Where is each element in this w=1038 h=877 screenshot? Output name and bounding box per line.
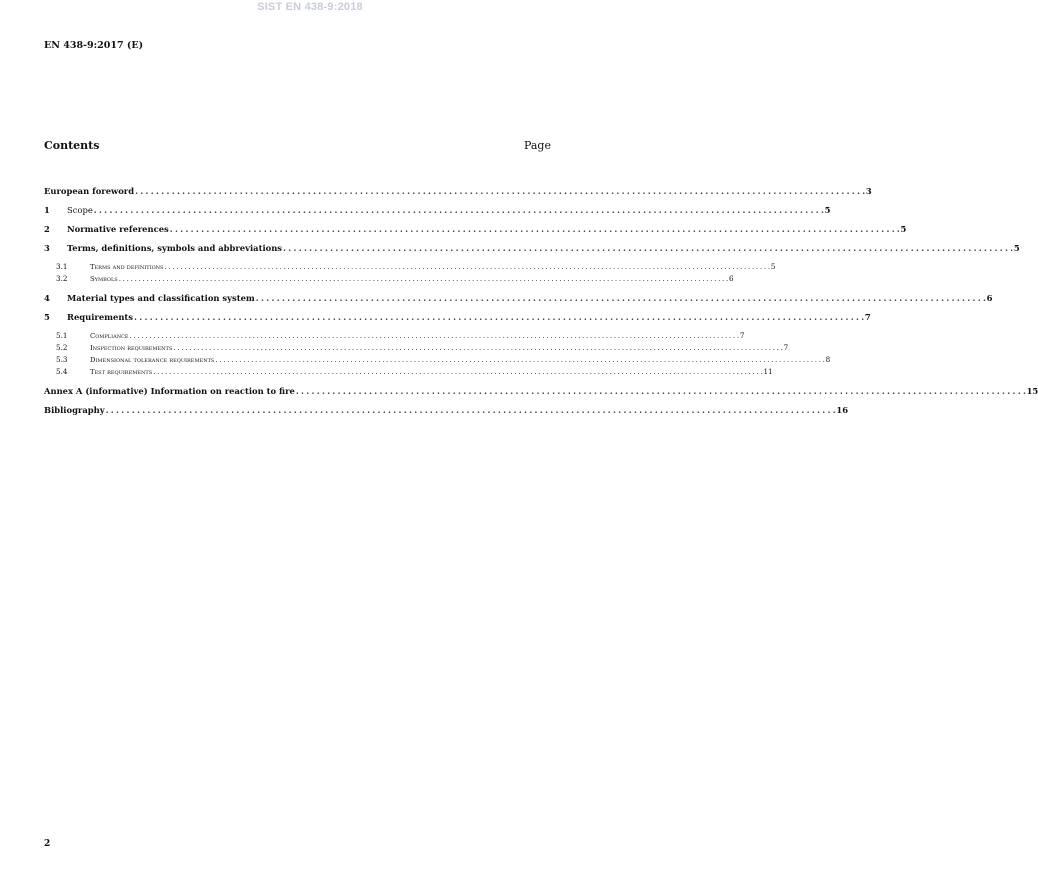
toc-leader-dots: . . . . . . . . . . . . . . . . . . . . . . . . . . . . . . . . . . . . . . . . . . . . . . . . . . . . . . . . . . . . . . . . . . . . . . . . . . . . . . . . . . . . . . . . . . . . . . . . . . . . . . . . . . . . . . . . . . . . . . . . . . . . . . . . . . . . . . . . . . . . [93,205,824,215]
document-id-header: EN 438-9:2017 (E) [44,40,144,51]
toc-entry-material-types[interactable] [44,293,993,305]
toc-leader-dots: . . . . . . . . . . . . . . . . . . . . . . . . . . . . . . . . . . . . . . . . . . . . . . . . . . . . . . . . . . . . . . . . . . . . . . . . . . . . . . . . . . . . . . . . . . . . . . . . . . . . . . . . . . . . . . . . . . . . . . . . . . . . . . . . . . . . . . . . . . . . [295,386,1026,396]
toc-entry-title: Normative references [67,224,169,234]
toc-subentry-dimensional-tolerance[interactable] [56,355,831,367]
toc-entry-page: 5 [900,224,907,234]
toc-entry-page: 5 [770,262,776,271]
toc-entry-number: 5.4 [56,367,68,376]
toc-entry-number: 3.1 [56,262,68,271]
toc-entry-page: 7 [739,331,745,340]
watermark: SIST EN 438-9:2018 [257,1,363,13]
toc-leader-dots: . . . . . . . . . . . . . . . . . . . . . . . . . . . . . . . . . . . . . . . . . . . . . . . . . . . . . . . . . . . . . . . . . . . . . . . . . . . . . . . . . . . . . . . . . . . . . . . . . . . . . . . . . . . . . . . . . . . . . . . . . . . . . . . . . . . . . . . . . . . . . . . . . . . . . . . . . . [215,355,825,364]
toc-leader-dots: . . . . . . . . . . . . . . . . . . . . . . . . . . . . . . . . . . . . . . . . . . . . . . . . . . . . . . . . . . . . . . . . . . . . . . . . . . . . . . . . . . . . . . . . . . . . . . . . . . . . . . . . . . . . . . . . . . . . . . . . . . . . . . . . . . . . . . . . . . . . . . . . . . . . . . . . . . [173,343,783,352]
toc-entry-page: 16 [836,405,849,415]
toc-subentry-inspection-requirements[interactable] [56,343,789,355]
toc-entry-page: 5 [1013,243,1020,253]
toc-entry-page: 11 [763,367,773,376]
toc-leader-dots: . . . . . . . . . . . . . . . . . . . . . . . . . . . . . . . . . . . . . . . . . . . . . . . . . . . . . . . . . . . . . . . . . . . . . . . . . . . . . . . . . . . . . . . . . . . . . . . . . . . . . . . . . . . . . . . . . . . . . . . . . . . . . . . . . . . . . . . . . . . . [134,312,864,322]
toc-leader-dots: . . . . . . . . . . . . . . . . . . . . . . . . . . . . . . . . . . . . . . . . . . . . . . . . . . . . . . . . . . . . . . . . . . . . . . . . . . . . . . . . . . . . . . . . . . . . . . . . . . . . . . . . . . . . . . . . . . . . . . . . . . . . . . . . . . . . . . . . . . . . [169,224,900,234]
toc-entry-annex-a[interactable] [44,386,1038,398]
toc-entry-european-foreword[interactable] [44,186,872,198]
toc-entry-scope[interactable] [44,205,831,217]
toc-entry-title: Bibliography [44,405,105,415]
toc-entry-title: Symbols [90,275,118,283]
toc-entry-title: Terms and definitions [90,263,164,271]
toc-leader-dots: . . . . . . . . . . . . . . . . . . . . . . . . . . . . . . . . . . . . . . . . . . . . . . . . . . . . . . . . . . . . . . . . . . . . . . . . . . . . . . . . . . . . . . . . . . . . . . . . . . . . . . . . . . . . . . . . . . . . . . . . . . . . . . . . . . . . . . . . . . . . . . . . . . . . . . . . . . [129,331,739,340]
page-number: 2 [44,839,51,849]
toc-subentry-compliance[interactable] [56,331,745,343]
toc-leader-dots: . . . . . . . . . . . . . . . . . . . . . . . . . . . . . . . . . . . . . . . . . . . . . . . . . . . . . . . . . . . . . . . . . . . . . . . . . . . . . . . . . . . . . . . . . . . . . . . . . . . . . . . . . . . . . . . . . . . . . . . . . . . . . . . . . . . . . . . . . . . . [105,405,836,415]
toc-entry-page: 5 [824,205,831,215]
toc-entry-bibliography[interactable] [44,405,849,417]
toc-entry-title: Requirements [67,312,134,322]
toc-entry-number: 4 [44,293,50,303]
toc-leader-dots: . . . . . . . . . . . . . . . . . . . . . . . . . . . . . . . . . . . . . . . . . . . . . . . . . . . . . . . . . . . . . . . . . . . . . . . . . . . . . . . . . . . . . . . . . . . . . . . . . . . . . . . . . . . . . . . . . . . . . . . . . . . . . . . . . . . . . . . . . . . . . . . . . . . . . . . . . . [118,274,729,283]
toc-entry-title: Compliance [90,332,129,340]
toc-entry-page: 7 [864,312,871,322]
toc-entry-page: 6 [729,274,734,283]
toc-entry-title: Inspection requirements [90,344,173,352]
toc-entry-page: 6 [986,293,993,303]
toc-entry-page: 8 [825,355,831,364]
toc-leader-dots: . . . . . . . . . . . . . . . . . . . . . . . . . . . . . . . . . . . . . . . . . . . . . . . . . . . . . . . . . . . . . . . . . . . . . . . . . . . . . . . . . . . . . . . . . . . . . . . . . . . . . . . . . . . . . . . . . . . . . . . . . . . . . . . . . . . . . . . . . . . . [283,243,1013,253]
toc-entry-normative-references[interactable] [44,224,907,236]
toc-subentry-test-requirements[interactable] [56,367,773,379]
toc-entry-title: Terms, definitions, symbols and abbreviations [67,243,283,253]
toc-entry-number: 2 [44,224,50,234]
toc-entry-page: 7 [783,343,789,352]
toc-entry-number: 5 [44,312,50,322]
toc-entry-page: 3 [865,186,872,196]
toc-entry-number: 5.3 [56,355,68,364]
toc-entry-number: 5.2 [56,343,68,352]
toc-heading: Contents [44,139,100,152]
toc-entry-title: Material types and classification system [67,293,255,303]
toc-leader-dots: . . . . . . . . . . . . . . . . . . . . . . . . . . . . . . . . . . . . . . . . . . . . . . . . . . . . . . . . . . . . . . . . . . . . . . . . . . . . . . . . . . . . . . . . . . . . . . . . . . . . . . . . . . . . . . . . . . . . . . . . . . . . . . . . . . . . . . . . . . . . . . . . . . . . . . . . . . [153,367,763,376]
toc-entry-number: 1 [44,205,50,215]
toc-entry-number: 3 [44,243,50,253]
toc-leader-dots: . . . . . . . . . . . . . . . . . . . . . . . . . . . . . . . . . . . . . . . . . . . . . . . . . . . . . . . . . . . . . . . . . . . . . . . . . . . . . . . . . . . . . . . . . . . . . . . . . . . . . . . . . . . . . . . . . . . . . . . . . . . . . . . . . . . . . . . . . . . . [255,293,986,303]
toc-entry-requirements[interactable] [44,312,871,324]
toc-entry-title: European foreword [44,186,135,196]
toc-entry-title: Annex A (informative) Information on reaction to fire [44,386,295,396]
toc-subentry-symbols[interactable] [56,274,734,286]
toc-subentry-terms-and-definitions[interactable] [56,262,776,274]
page-column-label: Page [523,139,551,152]
toc-entry-number: 3.2 [56,274,68,283]
toc-entry-title: Test requirements [90,368,153,376]
toc-entry-terms-definitions[interactable] [44,243,1020,255]
toc-leader-dots: . . . . . . . . . . . . . . . . . . . . . . . . . . . . . . . . . . . . . . . . . . . . . . . . . . . . . . . . . . . . . . . . . . . . . . . . . . . . . . . . . . . . . . . . . . . . . . . . . . . . . . . . . . . . . . . . . . . . . . . . . . . . . . . . . . . . . . . . . . . . . . . . . . . . . . . . . [164,262,770,271]
toc-entry-title: Scope [67,205,93,215]
toc-leader-dots: . . . . . . . . . . . . . . . . . . . . . . . . . . . . . . . . . . . . . . . . . . . . . . . . . . . . . . . . . . . . . . . . . . . . . . . . . . . . . . . . . . . . . . . . . . . . . . . . . . . . . . . . . . . . . . . . . . . . . . . . . . . . . . . . . . . . . . . . . . . . [135,186,865,196]
toc-entry-number: 5.1 [56,331,68,340]
toc-entry-page: 15 [1026,386,1038,396]
toc-entry-title: Dimensional tolerance requirements [90,356,215,364]
